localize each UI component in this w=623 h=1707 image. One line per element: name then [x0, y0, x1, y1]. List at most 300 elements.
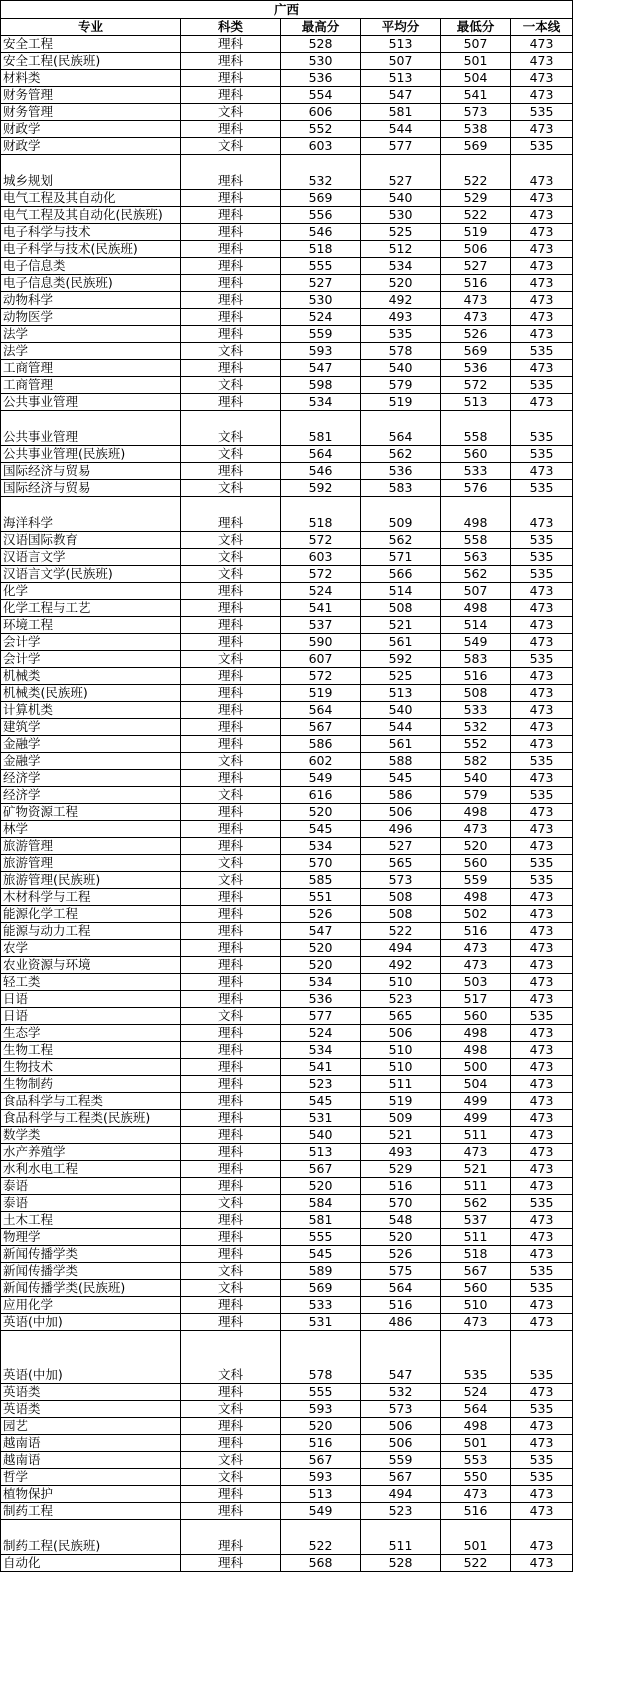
table-title: 广西	[1, 1, 573, 19]
cell-major: 会计学	[1, 651, 181, 668]
cell-category: 理科	[181, 1076, 281, 1093]
cell-cutoff-line: 473	[511, 1486, 573, 1503]
table-row	[1, 1042, 573, 1059]
table-row	[1, 855, 573, 872]
cell-major: 食品科学与工程类	[1, 1093, 181, 1110]
cell-cutoff-line: 535	[511, 1331, 573, 1384]
cell-category: 理科	[181, 736, 281, 753]
cell-category: 理科	[181, 1178, 281, 1195]
table-row	[1, 343, 573, 360]
cell-max-score: 598	[281, 377, 361, 394]
cell-min-score: 572	[441, 377, 511, 394]
cell-avg-score: 573	[361, 872, 441, 889]
cell-cutoff-line: 535	[511, 446, 573, 463]
table-row	[1, 974, 573, 991]
cell-avg-score: 562	[361, 532, 441, 549]
table-row	[1, 104, 573, 121]
cell-category: 理科	[181, 1384, 281, 1401]
cell-cutoff-line: 473	[511, 292, 573, 309]
cell-max-score: 524	[281, 583, 361, 600]
cell-max-score: 559	[281, 326, 361, 343]
cell-category: 理科	[181, 634, 281, 651]
cell-avg-score: 493	[361, 309, 441, 326]
cell-min-score: 549	[441, 634, 511, 651]
table-row	[1, 872, 573, 889]
cell-avg-score: 561	[361, 634, 441, 651]
table-row	[1, 1025, 573, 1042]
cell-max-score: 533	[281, 1297, 361, 1314]
cell-min-score: 516	[441, 923, 511, 940]
cell-category: 理科	[181, 923, 281, 940]
cell-avg-score: 548	[361, 1212, 441, 1229]
cell-cutoff-line: 473	[511, 583, 573, 600]
cell-max-score: 569	[281, 1280, 361, 1297]
cell-max-score: 572	[281, 566, 361, 583]
cell-max-score: 581	[281, 1212, 361, 1229]
table-row	[1, 53, 573, 70]
cell-major: 安全工程(民族班)	[1, 53, 181, 70]
cell-min-score: 529	[441, 190, 511, 207]
cell-min-score: 507	[441, 36, 511, 53]
cell-avg-score: 496	[361, 821, 441, 838]
cell-major: 数学类	[1, 1127, 181, 1144]
table-row	[1, 1144, 573, 1161]
cell-cutoff-line: 473	[511, 1076, 573, 1093]
cell-max-score: 547	[281, 923, 361, 940]
cell-min-score: 520	[441, 838, 511, 855]
table-row	[1, 1229, 573, 1246]
cell-avg-score: 520	[361, 275, 441, 292]
cell-cutoff-line: 473	[511, 360, 573, 377]
cell-avg-score: 564	[361, 411, 441, 446]
cell-category: 文科	[181, 549, 281, 566]
cell-category: 文科	[181, 1263, 281, 1280]
cell-major: 园艺	[1, 1418, 181, 1435]
cell-max-score: 520	[281, 957, 361, 974]
cell-category: 理科	[181, 241, 281, 258]
cell-category: 理科	[181, 838, 281, 855]
cell-cutoff-line: 473	[511, 53, 573, 70]
cell-major: 环境工程	[1, 617, 181, 634]
cell-max-score: 534	[281, 974, 361, 991]
cell-major: 矿物资源工程	[1, 804, 181, 821]
cell-cutoff-line: 473	[511, 685, 573, 702]
table-row	[1, 121, 573, 138]
cell-min-score: 533	[441, 463, 511, 480]
table-row	[1, 1178, 573, 1195]
cell-min-score: 511	[441, 1127, 511, 1144]
cell-avg-score: 534	[361, 258, 441, 275]
cell-max-score: 590	[281, 634, 361, 651]
cell-min-score: 560	[441, 1280, 511, 1297]
cell-avg-score: 506	[361, 1418, 441, 1435]
cell-category: 理科	[181, 957, 281, 974]
cell-category: 理科	[181, 668, 281, 685]
cell-cutoff-line: 535	[511, 377, 573, 394]
cell-min-score: 501	[441, 53, 511, 70]
table-row	[1, 275, 573, 292]
cell-min-score: 562	[441, 1195, 511, 1212]
cell-min-score: 553	[441, 1452, 511, 1469]
cell-min-score: 536	[441, 360, 511, 377]
cell-category: 理科	[181, 36, 281, 53]
cell-avg-score: 565	[361, 855, 441, 872]
cell-cutoff-line: 473	[511, 668, 573, 685]
cell-major: 电子信息类	[1, 258, 181, 275]
table-row	[1, 292, 573, 309]
cell-min-score: 532	[441, 719, 511, 736]
cell-category: 文科	[181, 1401, 281, 1418]
cell-cutoff-line: 473	[511, 1384, 573, 1401]
cell-cutoff-line: 473	[511, 258, 573, 275]
table-row	[1, 957, 573, 974]
cell-major: 轻工类	[1, 974, 181, 991]
cell-major: 化学	[1, 583, 181, 600]
table-row	[1, 1008, 573, 1025]
cell-avg-score: 486	[361, 1314, 441, 1331]
cell-category: 文科	[181, 480, 281, 497]
cell-min-score: 535	[441, 1331, 511, 1384]
cell-major: 泰语	[1, 1178, 181, 1195]
cell-cutoff-line: 535	[511, 104, 573, 121]
cell-major: 农学	[1, 940, 181, 957]
cell-max-score: 520	[281, 1418, 361, 1435]
cell-major: 法学	[1, 326, 181, 343]
cell-min-score: 473	[441, 1486, 511, 1503]
header-major: 专业	[1, 19, 181, 36]
cell-avg-score: 583	[361, 480, 441, 497]
cell-category: 理科	[181, 292, 281, 309]
cell-category: 理科	[181, 70, 281, 87]
cell-min-score: 517	[441, 991, 511, 1008]
cell-min-score: 562	[441, 566, 511, 583]
cell-max-score: 516	[281, 1435, 361, 1452]
cell-cutoff-line: 473	[511, 1042, 573, 1059]
cell-max-score: 518	[281, 497, 361, 532]
cell-avg-score: 567	[361, 1469, 441, 1486]
cell-max-score: 616	[281, 787, 361, 804]
cell-min-score: 519	[441, 224, 511, 241]
table-row	[1, 1452, 573, 1469]
cell-major: 新闻传播学类	[1, 1263, 181, 1280]
cell-avg-score: 540	[361, 360, 441, 377]
cell-cutoff-line: 535	[511, 1452, 573, 1469]
cell-max-score: 536	[281, 991, 361, 1008]
table-row	[1, 463, 573, 480]
cell-category: 理科	[181, 258, 281, 275]
cell-category: 文科	[181, 1469, 281, 1486]
cell-category: 文科	[181, 872, 281, 889]
cell-min-score: 473	[441, 821, 511, 838]
cell-cutoff-line: 473	[511, 1520, 573, 1555]
cell-max-score: 593	[281, 1401, 361, 1418]
cell-cutoff-line: 473	[511, 121, 573, 138]
cell-cutoff-line: 473	[511, 889, 573, 906]
cell-avg-score: 508	[361, 889, 441, 906]
cell-category: 理科	[181, 1025, 281, 1042]
cell-major: 经济学	[1, 770, 181, 787]
cell-avg-score: 516	[361, 1178, 441, 1195]
cell-major: 机械类	[1, 668, 181, 685]
cell-avg-score: 506	[361, 1435, 441, 1452]
cell-avg-score: 506	[361, 1025, 441, 1042]
cell-major: 食品科学与工程类(民族班)	[1, 1110, 181, 1127]
cell-cutoff-line: 473	[511, 600, 573, 617]
cell-max-score: 602	[281, 753, 361, 770]
cell-category: 理科	[181, 991, 281, 1008]
cell-major: 动物科学	[1, 292, 181, 309]
cell-major: 英语类	[1, 1384, 181, 1401]
table-row	[1, 190, 573, 207]
cell-category: 理科	[181, 1435, 281, 1452]
cell-avg-score: 547	[361, 1331, 441, 1384]
cell-cutoff-line: 473	[511, 1178, 573, 1195]
cell-cutoff-line: 473	[511, 1059, 573, 1076]
cell-max-score: 513	[281, 1144, 361, 1161]
cell-avg-score: 507	[361, 53, 441, 70]
cell-category: 理科	[181, 1314, 281, 1331]
cell-avg-score: 571	[361, 549, 441, 566]
cell-avg-score: 519	[361, 1093, 441, 1110]
table-row	[1, 394, 573, 411]
cell-max-score: 547	[281, 360, 361, 377]
cell-min-score: 473	[441, 1144, 511, 1161]
cell-max-score: 570	[281, 855, 361, 872]
cell-cutoff-line: 473	[511, 207, 573, 224]
cell-category: 文科	[181, 566, 281, 583]
cell-avg-score: 530	[361, 207, 441, 224]
cell-min-score: 516	[441, 668, 511, 685]
cell-min-score: 522	[441, 207, 511, 224]
cell-major: 金融学	[1, 753, 181, 770]
cell-avg-score: 581	[361, 104, 441, 121]
cell-min-score: 579	[441, 787, 511, 804]
cell-min-score: 514	[441, 617, 511, 634]
cell-avg-score: 573	[361, 1401, 441, 1418]
cell-cutoff-line: 535	[511, 532, 573, 549]
cell-major: 土木工程	[1, 1212, 181, 1229]
cell-category: 理科	[181, 1093, 281, 1110]
cell-avg-score: 510	[361, 1042, 441, 1059]
cell-min-score: 526	[441, 326, 511, 343]
table-row	[1, 138, 573, 155]
cell-cutoff-line: 473	[511, 974, 573, 991]
cell-category: 理科	[181, 275, 281, 292]
cell-major: 电子科学与技术	[1, 224, 181, 241]
cell-max-score: 603	[281, 138, 361, 155]
cell-category: 文科	[181, 138, 281, 155]
cell-cutoff-line: 473	[511, 1418, 573, 1435]
header-cutoff-line: 一本线	[511, 19, 573, 36]
cell-min-score: 559	[441, 872, 511, 889]
cell-min-score: 518	[441, 1246, 511, 1263]
cell-max-score: 546	[281, 463, 361, 480]
cell-max-score: 549	[281, 1503, 361, 1520]
cell-cutoff-line: 473	[511, 224, 573, 241]
cell-avg-score: 510	[361, 1059, 441, 1076]
cell-max-score: 534	[281, 394, 361, 411]
cell-avg-score: 511	[361, 1520, 441, 1555]
table-row	[1, 1503, 573, 1520]
cell-avg-score: 545	[361, 770, 441, 787]
cell-min-score: 501	[441, 1435, 511, 1452]
cell-category: 理科	[181, 600, 281, 617]
cell-max-score: 527	[281, 275, 361, 292]
cell-cutoff-line: 473	[511, 719, 573, 736]
cell-max-score: 540	[281, 1127, 361, 1144]
table-row	[1, 736, 573, 753]
cell-avg-score: 592	[361, 651, 441, 668]
cell-cutoff-line: 473	[511, 309, 573, 326]
cell-min-score: 503	[441, 974, 511, 991]
cell-max-score: 537	[281, 617, 361, 634]
cell-avg-score: 532	[361, 1384, 441, 1401]
cell-min-score: 569	[441, 138, 511, 155]
cell-avg-score: 559	[361, 1452, 441, 1469]
cell-major: 汉语国际教育	[1, 532, 181, 549]
cell-major: 工商管理	[1, 360, 181, 377]
header-min-score: 最低分	[441, 19, 511, 36]
cell-max-score: 534	[281, 1042, 361, 1059]
cell-cutoff-line: 535	[511, 872, 573, 889]
cell-cutoff-line: 473	[511, 957, 573, 974]
table-row	[1, 1093, 573, 1110]
cell-cutoff-line: 473	[511, 241, 573, 258]
table-row	[1, 1435, 573, 1452]
cell-major: 能源化学工程	[1, 906, 181, 923]
cell-category: 理科	[181, 1059, 281, 1076]
cell-cutoff-line: 473	[511, 70, 573, 87]
cell-min-score: 522	[441, 1555, 511, 1572]
cell-avg-score: 519	[361, 394, 441, 411]
table-row	[1, 1161, 573, 1178]
cell-avg-score: 525	[361, 668, 441, 685]
cell-major: 国际经济与贸易	[1, 463, 181, 480]
cell-min-score: 498	[441, 1418, 511, 1435]
cell-category: 理科	[181, 1503, 281, 1520]
cell-category: 理科	[181, 1042, 281, 1059]
cell-major: 海洋科学	[1, 497, 181, 532]
cell-cutoff-line: 473	[511, 991, 573, 1008]
cell-major: 化学工程与工艺	[1, 600, 181, 617]
cell-min-score: 506	[441, 241, 511, 258]
cell-major: 财政学	[1, 121, 181, 138]
cell-avg-score: 523	[361, 1503, 441, 1520]
cell-category: 理科	[181, 719, 281, 736]
table-row	[1, 224, 573, 241]
table-row	[1, 207, 573, 224]
cell-category: 文科	[181, 1280, 281, 1297]
cell-major: 财务管理	[1, 104, 181, 121]
cell-avg-score: 514	[361, 583, 441, 600]
header-max-score: 最高分	[281, 19, 361, 36]
cell-category: 理科	[181, 685, 281, 702]
cell-avg-score: 510	[361, 974, 441, 991]
cell-category: 理科	[181, 207, 281, 224]
cell-category: 理科	[181, 394, 281, 411]
cell-min-score: 560	[441, 446, 511, 463]
cell-cutoff-line: 473	[511, 1144, 573, 1161]
cell-max-score: 532	[281, 155, 361, 190]
cell-major: 泰语	[1, 1195, 181, 1212]
table-row	[1, 821, 573, 838]
cell-cutoff-line: 473	[511, 1110, 573, 1127]
cell-min-score: 508	[441, 685, 511, 702]
cell-avg-score: 529	[361, 1161, 441, 1178]
cell-min-score: 583	[441, 651, 511, 668]
cell-major: 英语类	[1, 1401, 181, 1418]
cell-avg-score: 493	[361, 1144, 441, 1161]
cell-cutoff-line: 535	[511, 1401, 573, 1418]
cell-max-score: 526	[281, 906, 361, 923]
cell-major: 公共事业管理	[1, 394, 181, 411]
cell-major: 电气工程及其自动化(民族班)	[1, 207, 181, 224]
cell-max-score: 603	[281, 549, 361, 566]
table-row	[1, 1520, 573, 1555]
cell-avg-score: 577	[361, 138, 441, 155]
cell-avg-score: 527	[361, 155, 441, 190]
cell-cutoff-line: 535	[511, 651, 573, 668]
table-row	[1, 1076, 573, 1093]
cell-avg-score: 511	[361, 1076, 441, 1093]
cell-max-score: 545	[281, 1093, 361, 1110]
cell-max-score: 607	[281, 651, 361, 668]
cell-avg-score: 540	[361, 702, 441, 719]
cell-min-score: 511	[441, 1178, 511, 1195]
cell-category: 文科	[181, 532, 281, 549]
cell-max-score: 572	[281, 668, 361, 685]
cell-max-score: 586	[281, 736, 361, 753]
cell-major: 制药工程	[1, 1503, 181, 1520]
cell-category: 文科	[181, 411, 281, 446]
cell-avg-score: 521	[361, 1127, 441, 1144]
cell-cutoff-line: 473	[511, 1229, 573, 1246]
cell-min-score: 513	[441, 394, 511, 411]
cell-avg-score: 513	[361, 70, 441, 87]
table-row	[1, 566, 573, 583]
cell-major: 材料类	[1, 70, 181, 87]
cell-category: 文科	[181, 343, 281, 360]
cell-category: 理科	[181, 940, 281, 957]
table-row	[1, 1401, 573, 1418]
cell-category: 理科	[181, 121, 281, 138]
table-row	[1, 634, 573, 651]
cell-avg-score: 575	[361, 1263, 441, 1280]
cell-avg-score: 513	[361, 685, 441, 702]
cell-avg-score: 523	[361, 991, 441, 1008]
cell-avg-score: 579	[361, 377, 441, 394]
cell-major: 越南语	[1, 1452, 181, 1469]
cell-major: 水产养殖学	[1, 1144, 181, 1161]
cell-major: 植物保护	[1, 1486, 181, 1503]
cell-min-score: 504	[441, 1076, 511, 1093]
cell-category: 理科	[181, 1555, 281, 1572]
cell-cutoff-line: 473	[511, 617, 573, 634]
cell-min-score: 550	[441, 1469, 511, 1486]
cell-avg-score: 512	[361, 241, 441, 258]
cell-avg-score: 527	[361, 838, 441, 855]
table-row	[1, 1486, 573, 1503]
cell-major: 新闻传播学类	[1, 1246, 181, 1263]
cell-cutoff-line: 473	[511, 1246, 573, 1263]
table-row	[1, 480, 573, 497]
cell-max-score: 572	[281, 532, 361, 549]
cell-max-score: 520	[281, 1178, 361, 1195]
cell-avg-score: 508	[361, 600, 441, 617]
cell-min-score: 501	[441, 1520, 511, 1555]
cell-max-score: 568	[281, 1555, 361, 1572]
cell-max-score: 541	[281, 1059, 361, 1076]
